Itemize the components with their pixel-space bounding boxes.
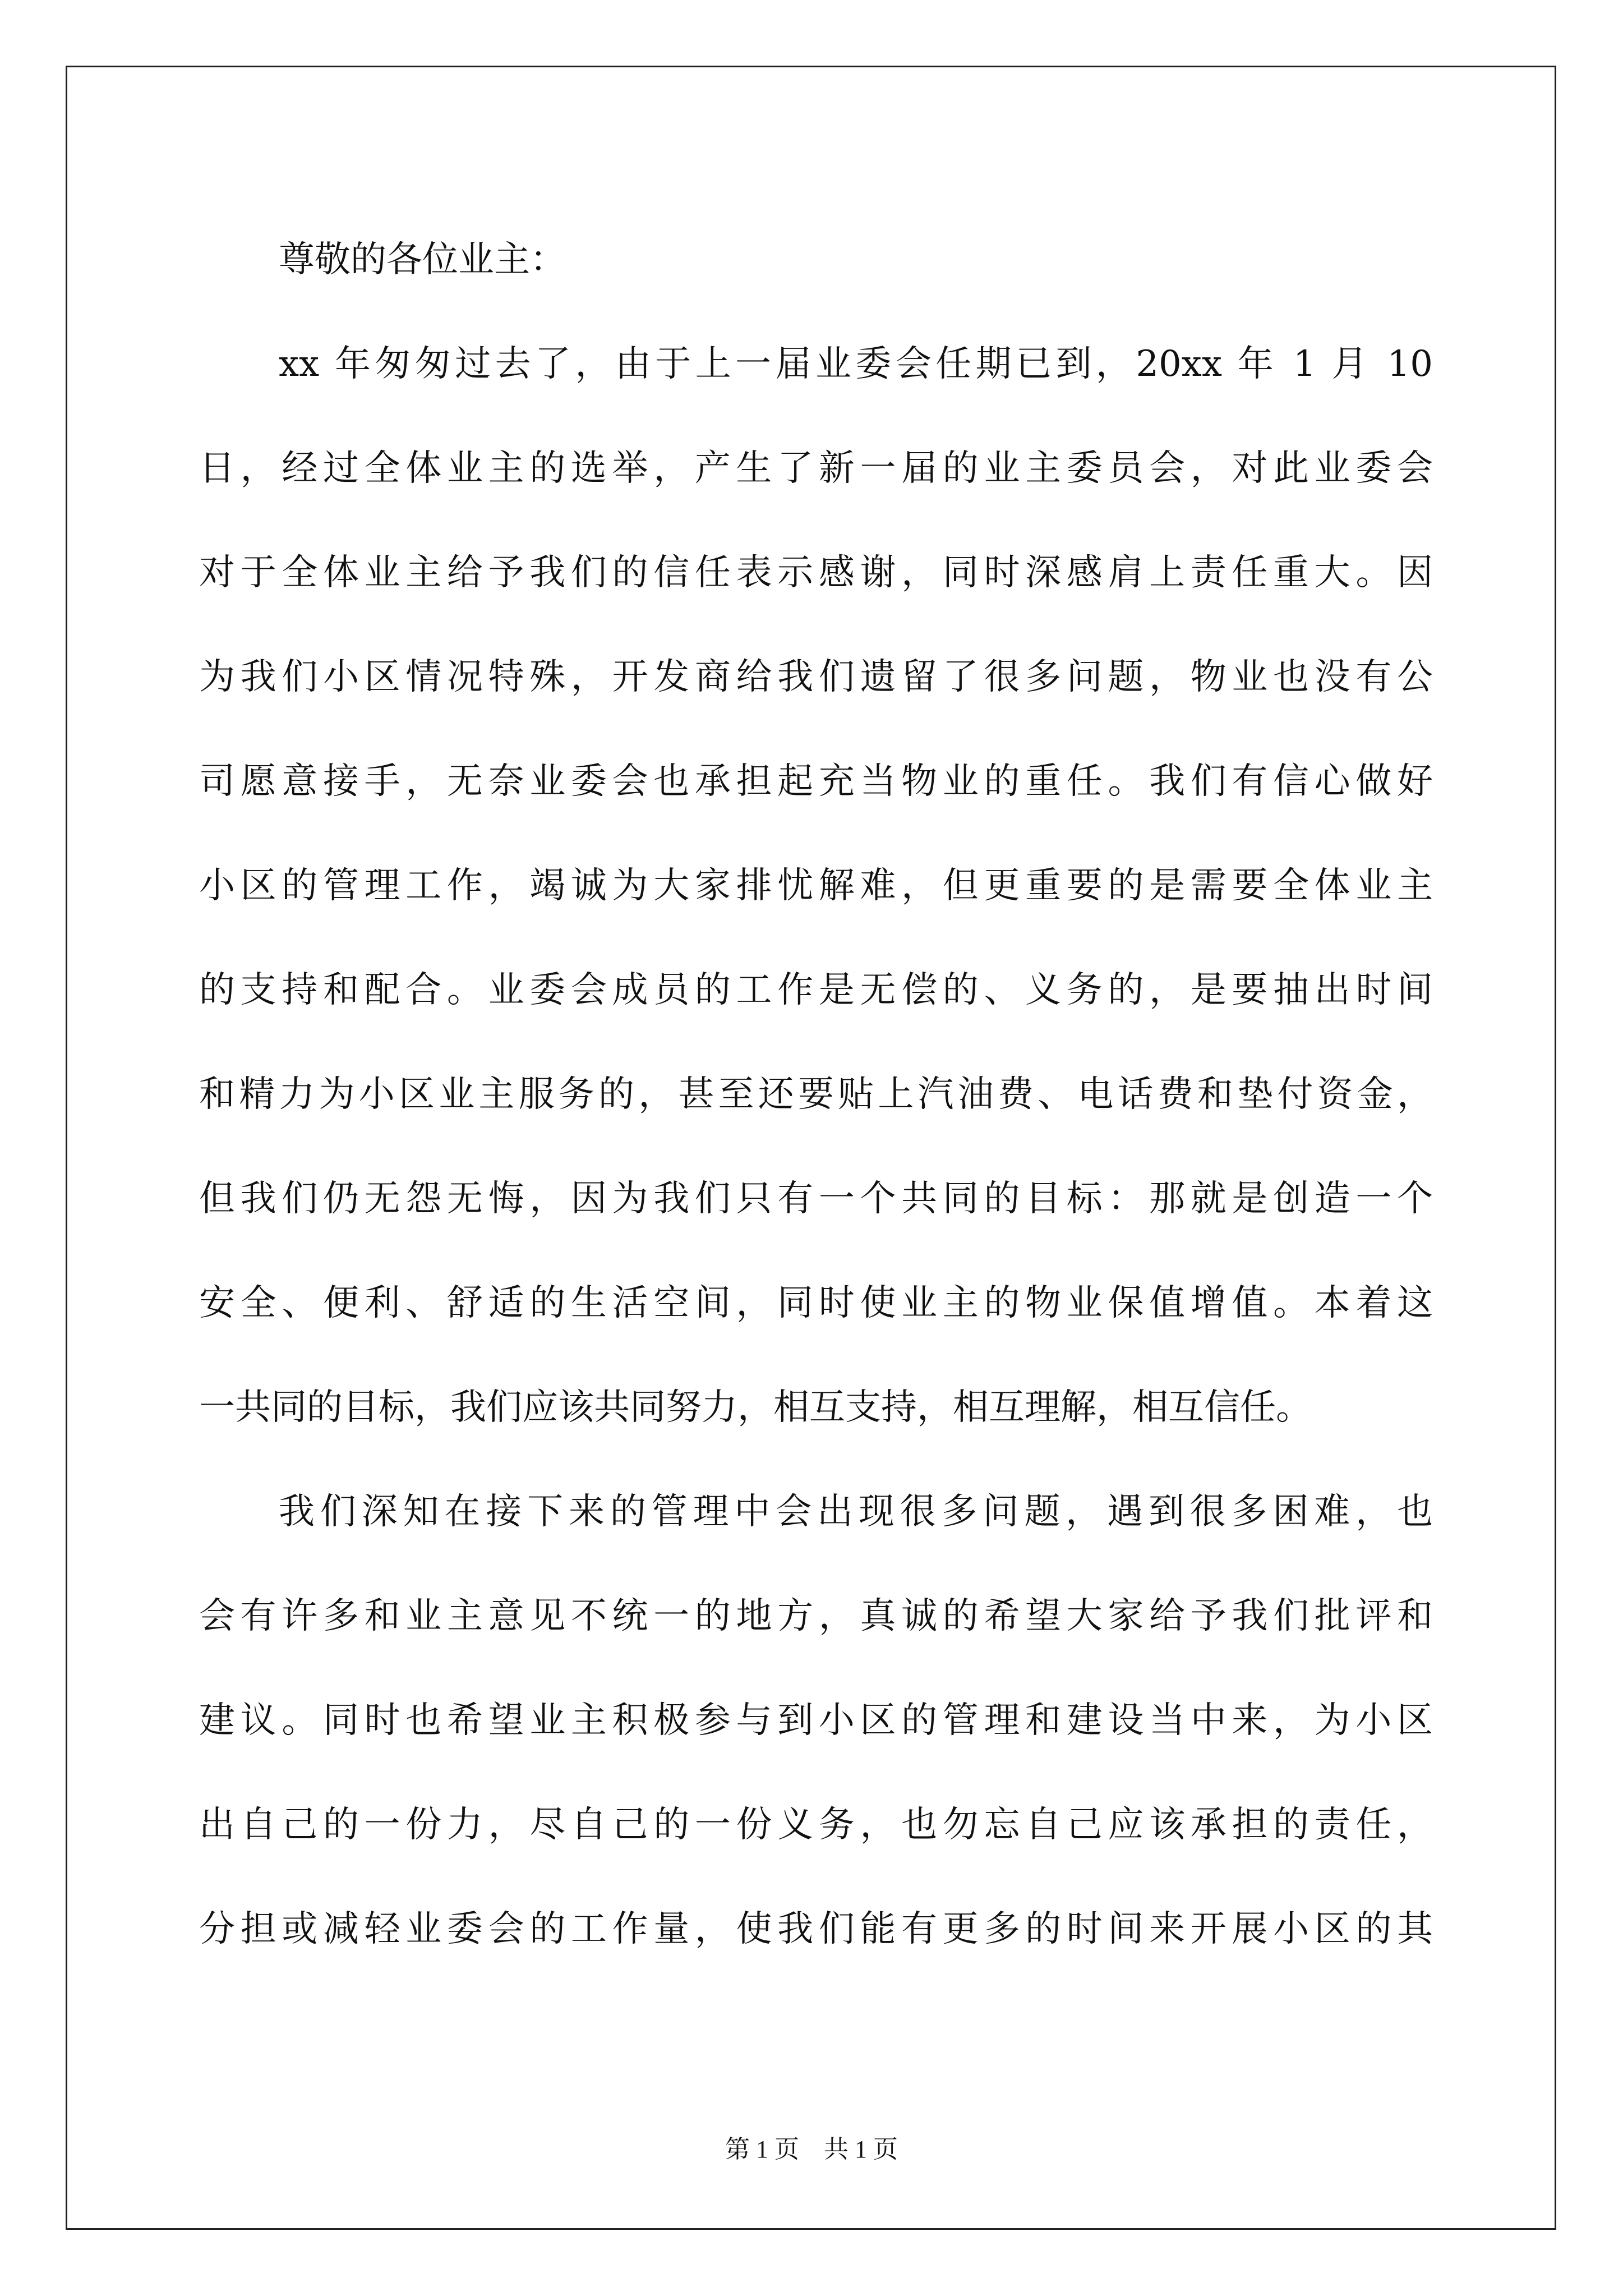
text-line: 的支持和配合。业委会成员的工作是无偿的、义务的，是要抽出时间 [199,969,1433,1011]
text-line: 和精力为小区业主服务的，甚至还要贴上汽油费、电话费和垫付资金， [199,1074,1433,1115]
text-line: 为我们小区情况特殊，开发商给我们遗留了很多问题，物业也没有公 [199,656,1433,698]
greeting-line: 尊敬的各位业主： [279,239,566,280]
text-line: 小区的管理工作，竭诚为大家排忧解难，但更重要的是需要全体业主 [199,865,1433,907]
letter-body [199,208,1433,1981]
text-line: 日，经过全体业主的选举，产生了新一届的业主委员会，对此业委会 [199,448,1433,489]
text-line: 一共同的目标，我们应该共同努力，相互支持，相互理解，相互信任。 [199,1387,1312,1428]
text-line: 安全、便利、舒适的生活空间，同时使业主的物业保值增值。本着这 [199,1282,1433,1324]
text-line: 但我们仍无怨无悔，因为我们只有一个共同的目标：那就是创造一个 [199,1178,1433,1220]
text-line: 建议。同时也希望业主积极参与到小区的管理和建设当中来，为小区 [199,1700,1433,1741]
text-line: 会有许多和业主意见不统一的地方，真诚的希望大家给予我们批评和 [199,1595,1433,1637]
text-line: xx 年匆匆过去了，由于上一届业委会任期已到，20xx 年 1 月 10 [279,343,1433,385]
text-line: 出自己的一份力，尽自己的一份义务，也勿忘自己应该承担的责任， [199,1804,1433,1846]
page-number-footer: 第 1 页 共 1 页 [725,2136,898,2163]
text-line: 司愿意接手，无奈业委会也承担起充当物业的重任。我们有信心做好 [199,761,1433,802]
text-line: 我们深知在接下来的管理中会出现很多问题，遇到很多困难，也 [279,1491,1433,1533]
text-line: 对于全体业主给予我们的信任表示感谢，同时深感肩上责任重大。因 [199,552,1433,593]
text-line: 分担或减轻业委会的工作量，使我们能有更多的时间来开展小区的其 [199,1908,1433,1950]
